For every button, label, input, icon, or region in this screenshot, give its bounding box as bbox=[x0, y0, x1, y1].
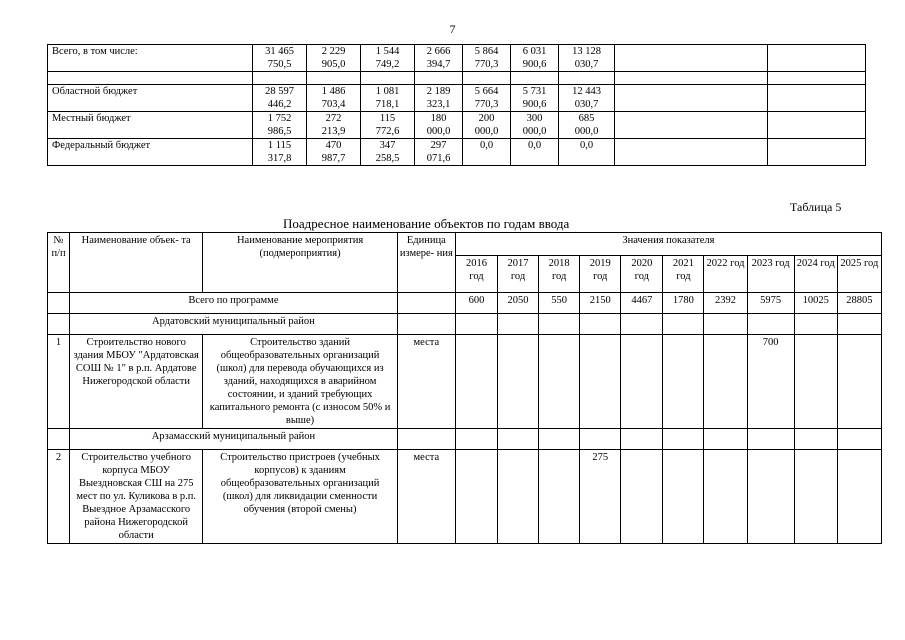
budget-cell bbox=[463, 139, 511, 166]
empty-cell bbox=[397, 314, 455, 335]
budget-cell bbox=[559, 112, 615, 139]
budget-empty-cell bbox=[253, 72, 307, 85]
objects-table bbox=[47, 232, 882, 544]
budget-cell bbox=[559, 45, 615, 72]
budget-cell bbox=[307, 139, 361, 166]
budget-cell bbox=[463, 85, 511, 112]
header-row bbox=[48, 233, 882, 256]
budget-cell-line: 446,2 bbox=[267, 99, 292, 110]
object-name: Строительство нового здания МБОУ "Ардатовская СОШ № 1" в р.п. Ардатове Нижегородской области bbox=[70, 335, 203, 429]
value-cell bbox=[498, 335, 539, 429]
empty-cell bbox=[704, 429, 747, 450]
table-label: Таблица 5 bbox=[790, 200, 842, 214]
budget-empty-cell bbox=[559, 72, 615, 85]
budget-cell-line: 272 bbox=[325, 113, 342, 124]
budget-cell-line: 703,4 bbox=[321, 99, 346, 110]
budget-row bbox=[48, 85, 866, 112]
budget-cell bbox=[361, 112, 415, 139]
total-value: 10025 bbox=[794, 293, 837, 314]
total-value: 28805 bbox=[837, 293, 881, 314]
budget-cell-line: 030,7 bbox=[574, 99, 599, 110]
empty-cell bbox=[48, 314, 70, 335]
total-value: 550 bbox=[539, 293, 580, 314]
value-cell bbox=[498, 450, 539, 544]
empty-cell bbox=[794, 429, 837, 450]
budget-cell bbox=[361, 85, 415, 112]
budget-cell bbox=[559, 85, 615, 112]
budget-cell bbox=[253, 112, 307, 139]
budget-cell-line: 1 115 bbox=[267, 140, 292, 151]
budget-empty-cell bbox=[615, 72, 768, 85]
budget-row-label: Областной бюджет bbox=[48, 85, 253, 112]
empty-cell bbox=[621, 314, 663, 335]
budget-cell-line: 13 128 bbox=[572, 46, 601, 57]
value-cell bbox=[621, 450, 663, 544]
budget-cell-line: 749,2 bbox=[375, 59, 400, 70]
section-name: Арзамасский муниципальный район bbox=[70, 429, 398, 450]
activity-name: Строительство зданий общеобразовательных организаций (школ) для перевода обучающихся из зданий, находящихся в аварийном состоянии, и зданий требующих капитального ремонта (с износом 50% и выше) bbox=[203, 335, 397, 429]
total-value: 2150 bbox=[580, 293, 621, 314]
object-row bbox=[48, 450, 882, 544]
budget-cell bbox=[463, 112, 511, 139]
budget-empty-cell bbox=[511, 72, 559, 85]
budget-cell bbox=[253, 139, 307, 166]
value-cell bbox=[539, 450, 580, 544]
budget-cell-line: 5 731 bbox=[522, 86, 547, 97]
unit: места bbox=[397, 450, 455, 544]
budget-cell-line: 770,3 bbox=[474, 59, 499, 70]
value-cell bbox=[580, 335, 621, 429]
budget-cell-line: 900,6 bbox=[522, 59, 547, 70]
budget-cell-line: 685 bbox=[578, 113, 595, 124]
empty-cell bbox=[663, 429, 704, 450]
empty-cell bbox=[580, 429, 621, 450]
year-header: 2022 год bbox=[704, 256, 747, 293]
budget-cell-line: 5 664 bbox=[474, 86, 499, 97]
budget-empty-cell bbox=[615, 85, 768, 112]
budget-cell-line: 31 465 bbox=[265, 46, 294, 57]
budget-row-label: Всего, в том числе: bbox=[48, 45, 253, 72]
budget-cell bbox=[415, 112, 463, 139]
object-row bbox=[48, 335, 882, 429]
budget-cell bbox=[415, 85, 463, 112]
budget-cell-line: 0,0 bbox=[579, 140, 594, 151]
budget-empty-cell bbox=[361, 72, 415, 85]
row-number: 2 bbox=[48, 450, 70, 544]
header-values: Значения показателя bbox=[455, 233, 881, 256]
value-cell bbox=[704, 335, 747, 429]
total-value: 4467 bbox=[621, 293, 663, 314]
budget-cell-line: 1 486 bbox=[321, 86, 346, 97]
total-row bbox=[48, 293, 882, 314]
section-row bbox=[48, 429, 882, 450]
value-cell bbox=[663, 450, 704, 544]
empty-cell bbox=[397, 429, 455, 450]
budget-empty-cell bbox=[615, 112, 768, 139]
budget-cell-line: 071,6 bbox=[426, 153, 451, 164]
budget-cell bbox=[511, 112, 559, 139]
header-unit: Единица измере- ния bbox=[397, 233, 455, 293]
budget-cell bbox=[511, 45, 559, 72]
budget-cell-line: 1 752 bbox=[267, 113, 292, 124]
budget-cell-line: 115 bbox=[379, 113, 396, 124]
year-header: 2016 год bbox=[455, 256, 497, 293]
budget-empty-cell bbox=[615, 139, 768, 166]
budget-cell-line bbox=[465, 152, 508, 165]
table-title: Поадресное наименование объектов по годам ввода bbox=[283, 216, 570, 231]
total-value: 600 bbox=[455, 293, 497, 314]
empty-cell bbox=[747, 429, 794, 450]
value-cell bbox=[455, 335, 497, 429]
total-value: 2392 bbox=[704, 293, 747, 314]
budget-cell bbox=[253, 45, 307, 72]
value-cell bbox=[663, 335, 704, 429]
header-activity: Наименование мероприятия (подмероприятия) bbox=[203, 233, 397, 293]
empty-cell bbox=[704, 314, 747, 335]
budget-cell-line: 213,9 bbox=[321, 126, 346, 137]
budget-cell-line: 5 864 bbox=[474, 46, 499, 57]
value-cell bbox=[837, 335, 881, 429]
budget-cell-line: 1 081 bbox=[375, 86, 400, 97]
budget-table bbox=[47, 44, 866, 166]
value-cell bbox=[704, 450, 747, 544]
value-cell bbox=[539, 335, 580, 429]
budget-cell-line: 986,5 bbox=[267, 126, 292, 137]
value-cell bbox=[621, 335, 663, 429]
budget-cell-line: 2 189 bbox=[426, 86, 451, 97]
budget-cell bbox=[511, 139, 559, 166]
activity-name: Строительство пристроев (учебных корпусов) к зданиям общеобразовательных организаций (школ) для ликвидации сменности обучения (второй смены) bbox=[203, 450, 397, 544]
budget-cell-line: 317,8 bbox=[267, 153, 292, 164]
row-number: 1 bbox=[48, 335, 70, 429]
budget-empty-cell bbox=[415, 72, 463, 85]
budget-cell-line: 300 bbox=[526, 113, 543, 124]
budget-spacer-row bbox=[48, 72, 866, 85]
budget-cell-line: 394,7 bbox=[426, 59, 451, 70]
budget-cell-line: 000,0 bbox=[474, 126, 499, 137]
empty-cell bbox=[48, 429, 70, 450]
empty-cell bbox=[539, 314, 580, 335]
empty-cell bbox=[580, 314, 621, 335]
empty-cell bbox=[837, 429, 881, 450]
budget-cell-line: 987,7 bbox=[321, 153, 346, 164]
year-header: 2018 год bbox=[539, 256, 580, 293]
budget-cell-line: 297 bbox=[430, 140, 447, 151]
budget-row bbox=[48, 112, 866, 139]
budget-cell-line: 900,6 bbox=[522, 99, 547, 110]
value-cell bbox=[747, 450, 794, 544]
object-name: Строительство учебного корпуса МБОУ Выездновская СШ на 275 мест по ул. Куликова в р.п. Выездное Арзамасского района Нижегородской области bbox=[70, 450, 203, 544]
budget-empty-cell bbox=[307, 72, 361, 85]
year-header: 2019 год bbox=[580, 256, 621, 293]
value-cell: 700 bbox=[747, 335, 794, 429]
value-cell bbox=[837, 450, 881, 544]
budget-cell bbox=[463, 45, 511, 72]
header-num: № п/п bbox=[48, 233, 70, 293]
budget-row-label: Местный бюджет bbox=[48, 112, 253, 139]
budget-cell-line: 180 bbox=[430, 113, 447, 124]
budget-cell-line: 772,6 bbox=[375, 126, 400, 137]
empty-cell bbox=[539, 429, 580, 450]
budget-cell-line: 470 bbox=[325, 140, 342, 151]
budget-cell-line: 000,0 bbox=[426, 126, 451, 137]
budget-cell bbox=[307, 45, 361, 72]
budget-cell-line: 2 666 bbox=[426, 46, 451, 57]
budget-empty-cell bbox=[768, 112, 866, 139]
unit: места bbox=[397, 335, 455, 429]
budget-cell-line: 323,1 bbox=[426, 99, 451, 110]
budget-cell-line: 0,0 bbox=[479, 140, 494, 151]
budget-cell-line: 000,0 bbox=[574, 126, 599, 137]
budget-empty-cell bbox=[768, 45, 866, 72]
budget-cell bbox=[511, 85, 559, 112]
budget-cell-line: 200 bbox=[478, 113, 495, 124]
section-name: Ардатовский муниципальный район bbox=[70, 314, 398, 335]
year-header: 2023 год bbox=[747, 256, 794, 293]
budget-empty-cell bbox=[615, 45, 768, 72]
budget-cell-line: 770,3 bbox=[474, 99, 499, 110]
value-cell bbox=[455, 450, 497, 544]
budget-cell bbox=[415, 45, 463, 72]
total-value: 5975 bbox=[747, 293, 794, 314]
total-value: 1780 bbox=[663, 293, 704, 314]
year-header: 2017 год bbox=[498, 256, 539, 293]
budget-cell-line: 1 544 bbox=[375, 46, 400, 57]
budget-cell-line: 718,1 bbox=[375, 99, 400, 110]
empty-cell bbox=[48, 293, 70, 314]
budget-cell-line: 750,5 bbox=[267, 59, 292, 70]
budget-cell bbox=[253, 85, 307, 112]
section-row bbox=[48, 314, 882, 335]
total-value: 2050 bbox=[498, 293, 539, 314]
empty-cell bbox=[455, 314, 497, 335]
year-header: 2020 год bbox=[621, 256, 663, 293]
empty-cell bbox=[794, 314, 837, 335]
budget-cell-line: 28 597 bbox=[265, 86, 294, 97]
budget-cell bbox=[559, 139, 615, 166]
empty-cell bbox=[621, 429, 663, 450]
budget-empty-cell bbox=[768, 139, 866, 166]
year-header: 2021 год bbox=[663, 256, 704, 293]
empty-cell bbox=[455, 429, 497, 450]
header-object: Наименование объек- та bbox=[70, 233, 203, 293]
year-header: 2025 год bbox=[837, 256, 881, 293]
budget-empty-cell bbox=[48, 72, 253, 85]
budget-empty-cell bbox=[463, 72, 511, 85]
budget-cell-line: 2 229 bbox=[321, 46, 346, 57]
budget-cell-line: 258,5 bbox=[375, 153, 400, 164]
total-label: Всего по программе bbox=[70, 293, 398, 314]
budget-cell bbox=[361, 45, 415, 72]
empty-cell bbox=[747, 314, 794, 335]
empty-cell bbox=[498, 429, 539, 450]
budget-row-label: Федеральный бюджет bbox=[48, 139, 253, 166]
budget-cell bbox=[307, 112, 361, 139]
budget-row bbox=[48, 45, 866, 72]
budget-row bbox=[48, 139, 866, 166]
value-cell: 275 bbox=[580, 450, 621, 544]
budget-cell-line bbox=[561, 152, 612, 165]
budget-empty-cell bbox=[768, 85, 866, 112]
budget-cell-line bbox=[513, 152, 556, 165]
value-cell bbox=[794, 450, 837, 544]
budget-empty-cell bbox=[768, 72, 866, 85]
empty-cell bbox=[663, 314, 704, 335]
empty-cell bbox=[498, 314, 539, 335]
budget-cell bbox=[307, 85, 361, 112]
empty-cell bbox=[837, 314, 881, 335]
budget-cell-line: 0,0 bbox=[527, 140, 542, 151]
budget-cell bbox=[415, 139, 463, 166]
budget-cell-line: 347 bbox=[379, 140, 396, 151]
page-number: 7 bbox=[449, 22, 456, 36]
empty-cell bbox=[397, 293, 455, 314]
value-cell bbox=[794, 335, 837, 429]
budget-cell-line: 905,0 bbox=[321, 59, 346, 70]
budget-cell-line: 6 031 bbox=[522, 46, 547, 57]
year-header: 2024 год bbox=[794, 256, 837, 293]
budget-cell-line: 12 443 bbox=[572, 86, 601, 97]
budget-cell-line: 030,7 bbox=[574, 59, 599, 70]
budget-cell bbox=[361, 139, 415, 166]
budget-cell-line: 000,0 bbox=[522, 126, 547, 137]
